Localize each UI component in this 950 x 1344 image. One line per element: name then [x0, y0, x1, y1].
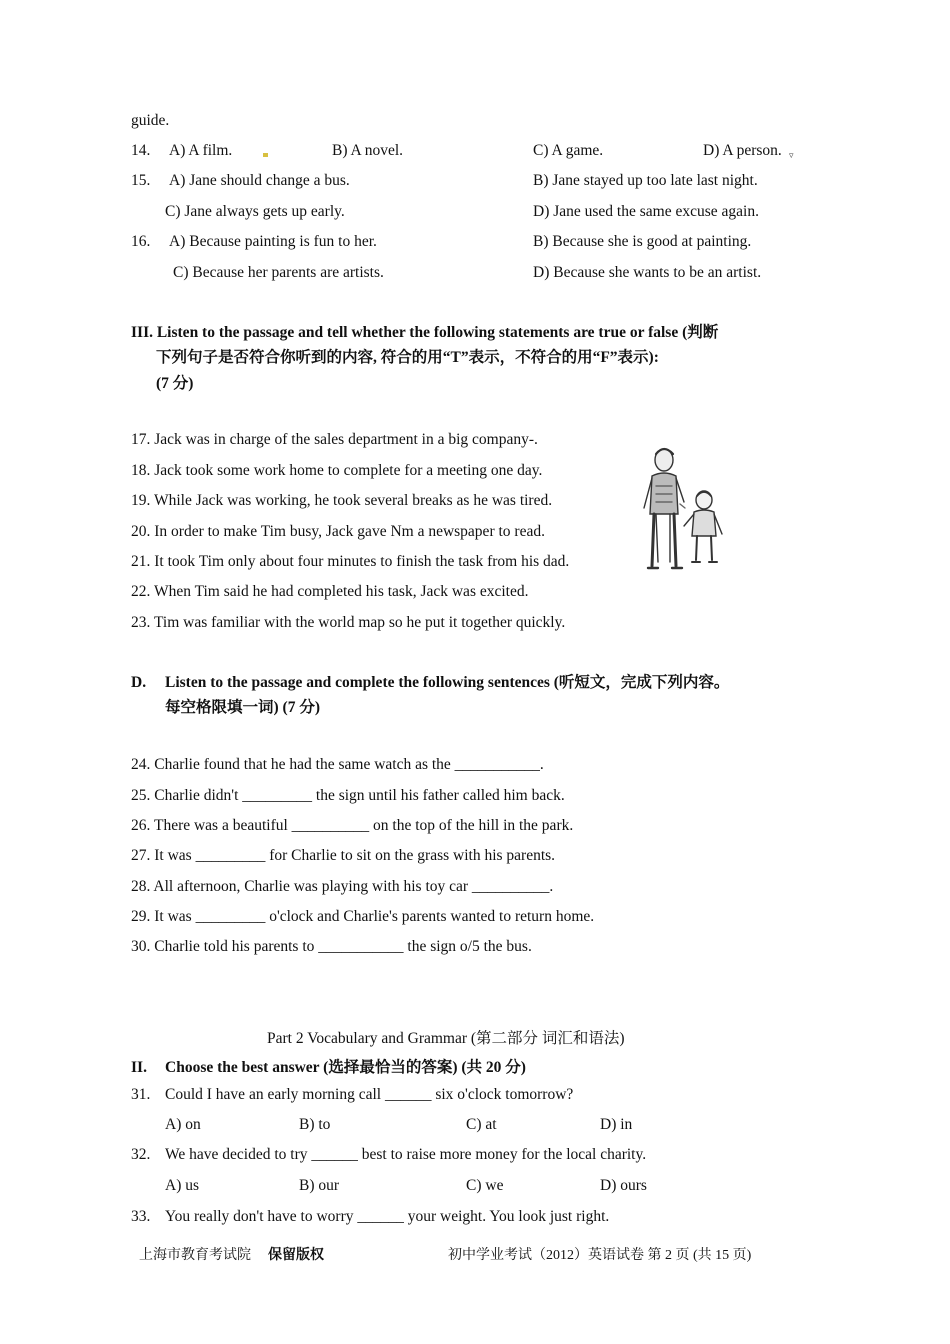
section-heading-line: 每空格限填一词) (7 分) [165, 699, 320, 716]
option-a: A) on [165, 1116, 201, 1133]
option-b: B) our [299, 1177, 340, 1194]
footer-org: 上海市教育考试院 [139, 1248, 251, 1263]
list-item: 19. While Jack was working, he took several breaks as he was tired. [131, 492, 553, 509]
option-b: B) to [299, 1116, 331, 1133]
option-b: B) Jane stayed up too late last night. [533, 172, 758, 189]
option-a: A) Jane should change a bus. [169, 172, 350, 189]
list-item: 27. It was _________ for Charlie to sit on the grass with his parents. [131, 847, 556, 864]
list-item: 26. There was a beautiful __________ on the top of the hill in the park. [131, 817, 574, 834]
question-stem: You really don't have to worry ______ your weight. You look just right. [165, 1208, 610, 1225]
option-a: A) A film. [169, 142, 233, 159]
section-heading-line: 下列句子是否符合你听到的内容, 符合的用“T”表示，不符合的用“F”表示): [156, 349, 659, 366]
option-c: C) Because her parents are artists. [173, 264, 384, 281]
list-item: 28. All afternoon, Charlie was playing with his toy car __________. [131, 878, 554, 895]
option-d: D) ours [600, 1177, 647, 1194]
section-points: (7 分) [156, 375, 194, 392]
list-item: 22. When Tim said he had completed his task, Jack was excited. [131, 583, 529, 600]
option-c: C) at [466, 1116, 497, 1133]
question-number: 32. [131, 1146, 151, 1163]
arrow-down-icon: ▿ [789, 150, 794, 160]
question-number: 14. [131, 142, 151, 159]
list-item: 29. It was _________ o'clock and Charlie's parents wanted to return home. [131, 908, 595, 925]
option-c: C) we [466, 1177, 504, 1194]
question-number: 31. [131, 1086, 151, 1103]
option-b: B) Because she is good at painting. [533, 233, 752, 250]
option-a: A) us [165, 1177, 200, 1194]
option-b: B) A novel. [332, 142, 404, 159]
section-heading-line: III. Listen to the passage and tell whether the following statements are true or false (判断 [131, 324, 719, 341]
question-number: 16. [131, 233, 151, 250]
list-item: 18. Jack took some work home to complete for a meeting one day. [131, 462, 543, 479]
footer-rights: 保留版权 [268, 1248, 324, 1263]
part-2-title: Part 2 Vocabulary and Grammar (第二部分 词汇和语法) [267, 1030, 625, 1047]
option-d: D) Jane used the same excuse again. [533, 203, 759, 220]
highlight-mark [263, 153, 268, 157]
option-d: D) in [600, 1116, 633, 1133]
section-heading: Choose the best answer (选择最恰当的答案) (共 20 分) [165, 1059, 526, 1076]
option-c: C) A game. [533, 142, 604, 159]
list-item: 17. Jack was in charge of the sales department in a big company-. [131, 431, 538, 448]
father-son-illustration [632, 442, 742, 574]
list-item: 21. It took Tim only about four minutes to finish the task from his dad. [131, 553, 570, 570]
list-item: 24. Charlie found that he had the same watch as the ___________. [131, 756, 544, 773]
q13-tail: guide. [131, 112, 170, 129]
question-stem: Could I have an early morning call ______ six o'clock tomorrow? [165, 1086, 574, 1103]
list-item: 20. In order to make Tim busy, Jack gave Nm a newspaper to read. [131, 523, 545, 540]
question-number: 33. [131, 1208, 151, 1225]
option-c: C) Jane always gets up early. [165, 203, 345, 220]
question-stem: We have decided to try ______ best to raise more money for the local charity. [165, 1146, 647, 1163]
option-a: A) Because painting is fun to her. [169, 233, 377, 250]
footer-exam-info: 初中学业考试（2012）英语试卷 第 2 页 (共 15 页) [448, 1248, 752, 1263]
section-heading-line: Listen to the passage and complete the following sentences (听短文，完成下列内容。 [165, 674, 730, 691]
list-item: 30. Charlie told his parents to ___________ the sign o/5 the bus. [131, 938, 532, 955]
list-item: 23. Tim was familiar with the world map so he put it together quickly. [131, 614, 566, 631]
option-d: D) A person. [703, 142, 782, 159]
question-number: 15. [131, 172, 151, 189]
section-label: D. [131, 674, 147, 691]
option-d: D) Because she wants to be an artist. [533, 264, 762, 281]
section-label: II. [131, 1059, 147, 1076]
list-item: 25. Charlie didn't _________ the sign until his father called him back. [131, 787, 565, 804]
